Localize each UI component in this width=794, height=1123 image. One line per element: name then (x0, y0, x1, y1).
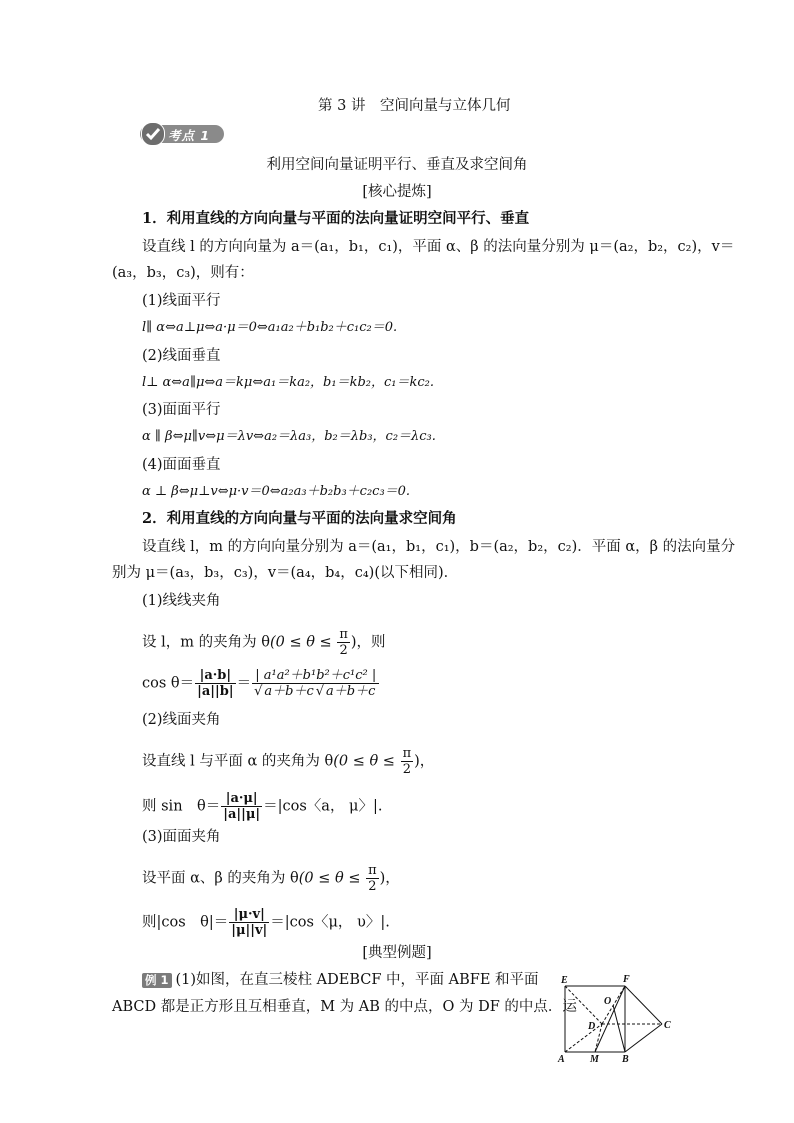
formula-line-plane-parallel: l∥ α⇔a⊥μ⇔a·μ＝0⇔a₁a₂＋b₁b₂＋c₁c₂＝0. (142, 320, 398, 335)
paragraph-2-line-2: 别为 μ＝(a₃，b₃，c₃)，v＝(a₄，b₄，c₄)(以下相同)． (112, 565, 459, 581)
example-text: (1)如图，在直三棱柱 ADEBCF 中，平面 ABFE 和平面 (175, 972, 539, 988)
section-title: 利用空间向量证明平行、垂直及求空间角 (266, 157, 528, 173)
formula-plane-plane-parallel: α ∥ β⇔μ∥v⇔μ＝λv⇔a₂＝λa₃，b₂＝λb₃，c₂＝λc₃. (142, 429, 436, 444)
range-open: (0 ≤ θ ≤ (298, 870, 366, 887)
cos-fraction-2: $\frac{\text{| a¹a²＋b¹b²＋c¹c² |}}{√ a+b+c √ a+b+c}$ (252, 668, 379, 699)
range-close: )， (414, 753, 435, 770)
heading-2: 2．利用直线的方向向量与平面的法向量求空间角 (142, 510, 457, 527)
pi-over-2: $\frac{\pi}{2}$ (402, 746, 412, 777)
sin-lead: 则 sin θ＝ (142, 798, 221, 815)
plane-cos-fraction: $\frac{|\mu\cdot v|}{|\mu||v|}$ (231, 907, 268, 938)
examples-label: [典型例题] (362, 945, 432, 961)
statement-text: 设直线 l 与平面 α 的夹角为 θ (142, 753, 334, 770)
sin-fraction: $\frac{|a\cdot\mu|}{|a||\mu|}$ (223, 791, 261, 822)
plane-cos-formula (142, 907, 390, 938)
prism-figure (552, 972, 682, 1064)
example-1-line-2: ABCD 都是正方形且互相垂直，M 为 AB 的中点，O 为 DF 的中点．运 (112, 999, 577, 1015)
subhead-line-plane-angle: (2)线面夹角 (142, 712, 221, 728)
core-label: [核心提炼] (362, 184, 432, 200)
label-O: O (604, 996, 612, 1007)
range-open: (0 ≤ θ ≤ (333, 753, 400, 770)
range-close: )，则 (350, 634, 386, 651)
example-badge: 例 1 (142, 973, 172, 988)
subhead-plane-plane-perpendicular: (4)面面垂直 (142, 457, 221, 473)
example-1-line-1 (142, 970, 539, 990)
formula-plane-plane-perpendicular: α ⊥ β⇔μ⊥v⇔μ·v＝0⇔a₂a₃＋b₂b₃＋c₂c₃＝0. (142, 484, 411, 499)
badge-label: 考点 1 (168, 128, 211, 143)
statement-text: 设平面 α、β 的夹角为 θ (142, 870, 299, 887)
subhead-line-plane-perpendicular: (2)线面垂直 (142, 348, 221, 364)
label-F: F (623, 974, 630, 985)
range-open: (0 ≤ θ ≤ (269, 634, 337, 651)
cos-equals: ＝ (236, 675, 252, 692)
cos-fraction-1: $\frac{|a\cdot b|}{|a||b|}$ (197, 668, 234, 699)
checkmark-icon (141, 122, 165, 146)
line-line-angle-statement (142, 627, 386, 658)
label-C: C (664, 1020, 671, 1031)
paragraph-2-line-1: 设直线 l，m 的方向向量分别为 a＝(a₁，b₁，c₁)，b＝(a₂，b₂，c₂)．平面 α，β 的法向量分 (142, 539, 736, 555)
formula-line-plane-perpendicular: l⊥ α⇔a∥μ⇔a＝kμ⇔a₁＝ka₂，b₁＝kb₂，c₁＝kc₂. (142, 375, 434, 390)
subhead-line-line-angle: (1)线线夹角 (142, 593, 221, 609)
subhead-line-plane-parallel: (1)线面平行 (142, 293, 221, 309)
lecture-title: 第 3 讲 空间向量与立体几何 (318, 98, 511, 114)
label-B: B (622, 1054, 629, 1064)
label-A: A (558, 1054, 565, 1064)
subhead-plane-plane-angle: (3)面面夹角 (142, 829, 221, 845)
plane-cos-tail: ＝|cos〈μ， υ〉|. (270, 914, 390, 931)
sin-tail: ＝|cos〈a， μ〉|. (263, 798, 383, 815)
paragraph-1-line-1: 设直线 l 的方向向量为 a＝(a₁，b₁，c₁)，平面 α、β 的法向量分别为 μ＝(a₂，b₂，c₂)，v＝ (142, 239, 735, 255)
line-plane-angle-statement (142, 746, 434, 777)
pi-over-2: $\frac{\pi}{2}$ (368, 863, 377, 894)
label-E: E (561, 975, 568, 986)
label-D: D (588, 1021, 596, 1032)
pi-over-2: $\frac{\pi}{2}$ (339, 627, 348, 658)
range-close: )， (379, 870, 400, 887)
subhead-plane-plane-parallel: (3)面面平行 (142, 402, 221, 418)
paragraph-1-line-2: (a₃，b₃，c₃)，则有： (112, 265, 254, 281)
heading-1: 1．利用直线的方向向量与平面的法向量证明空间平行、垂直 (142, 210, 530, 227)
edge-FC (625, 986, 662, 1024)
statement-text: 设 l，m 的夹角为 θ (142, 634, 270, 651)
edge-OB (613, 1005, 625, 1052)
cos-lead: cos θ＝ (142, 675, 195, 692)
sin-formula (142, 791, 382, 822)
cos-formula (142, 668, 380, 699)
edge-BC (625, 1024, 662, 1052)
plane-cos-lead: 则|cos θ|＝ (142, 914, 229, 931)
edge-ED (565, 986, 602, 1024)
plane-plane-angle-statement (142, 863, 400, 894)
label-M: M (590, 1054, 599, 1064)
